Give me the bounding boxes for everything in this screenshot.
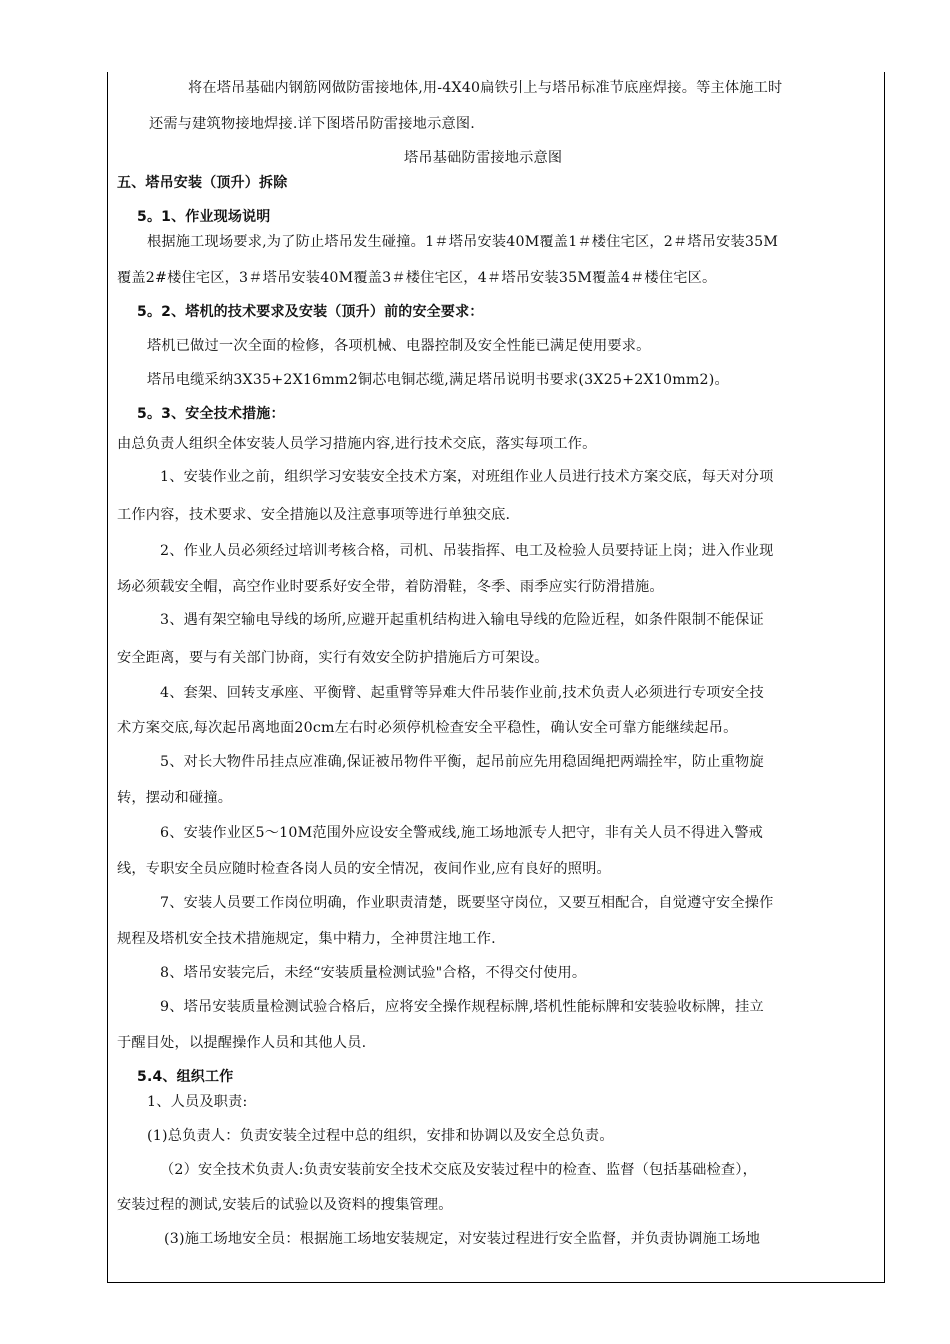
section-5-3-lead: 由总负责人组织全体安装人员学习措施内容,进行技术交底，落实每项工作。 — [117, 436, 597, 452]
intro-line-2: 还需与建筑物接地焊接.详下图塔吊防雷接地示意图. — [149, 116, 475, 132]
measure-4-line-1: 4、套架、回转支承座、平衡臂、起重臂等异难大件吊装作业前,技术负责人必须进行专项安全技 — [160, 685, 764, 701]
measure-8-line-1: 8、塔吊安装完后，未经“安装质量检测试验"合格，不得交付使用。 — [160, 965, 587, 981]
measure-6-line-2: 线，专职安全员应随时检查各岗人员的安全情况，夜间作业,应有良好的照明。 — [117, 861, 611, 877]
section-5-4-p2-line-2: 安装过程的测试,安装后的试验以及资料的搜集管理。 — [117, 1197, 453, 1213]
measure-9-line-2: 于醒目处，以提醒操作人员和其他人员. — [117, 1035, 367, 1051]
section-5-4-sub-1: 1、人员及职责: — [147, 1094, 248, 1110]
section-5-1-line-1: 根据施工现场要求,为了防止塔吊发生碰撞。1＃塔吊安装40M覆盖1＃楼住宅区，2＃塔吊安装35M — [147, 234, 779, 250]
section-5-2-line-1: 塔机已做过一次全面的检修，各项机械、电器控制及安全性能已满足使用要求。 — [147, 338, 651, 354]
measure-9-line-1: 9、塔吊安装质量检测试验合格后，应将安全操作规程标牌,塔机性能标牌和安装验收标牌，挂立 — [160, 999, 764, 1015]
measure-2-line-1: 2、作业人员必须经过培训考核合格，司机、吊装指挥、电工及检验人员要持证上岗；进入作业现 — [160, 543, 774, 559]
section-5-4-p3: (3)施工场地安全员：根据施工场地安装规定，对安装过程进行安全监督，并负责协调施工场地 — [164, 1231, 761, 1247]
section-5-4-p2-line-1: （2）安全技术负责人:负责安装前安全技术交底及安装过程中的检查、监督（包括基础检查）， — [160, 1162, 757, 1178]
measure-1-line-2: 工作内容，技术要求、安全措施以及注意事项等进行单独交底. — [117, 507, 511, 523]
section-5-4-title: 5.4、组织工作 — [137, 1069, 234, 1085]
measure-7-line-1: 7、安装人员要工作岗位明确，作业职责清楚，既要坚守岗位，又要互相配合，自觉遵守安全操作 — [160, 895, 774, 911]
measure-2-line-2: 场必须载安全帽，高空作业时要系好安全带，着防滑鞋，冬季、雨季应实行防滑措施。 — [117, 579, 664, 595]
measure-6-line-1: 6、安装作业区5～10M范围外应设安全警戒线,施工场地派专人把守，非有关人员不得进入警戒 — [160, 825, 764, 841]
section-5-3-title: 5。3、安全技术措施： — [137, 406, 285, 422]
figure-caption: 塔吊基础防雷接地示意图 — [404, 150, 563, 166]
measure-3-line-1: 3、遇有架空输电导线的场所,应避开起重机结构进入输电导线的危险近程，如条件限制不能保证 — [160, 612, 764, 628]
section-5-1-line-2: 覆盖2#楼住宅区，3＃塔吊安装40M覆盖3＃楼住宅区，4＃塔吊安装35M覆盖4＃楼住宅区。 — [117, 270, 717, 286]
measure-5-line-1: 5、对长大物件吊挂点应准确,保证被吊物件平衡，起吊前应先用稳固绳把两端拴牢，防止重物旋 — [160, 754, 764, 770]
measure-5-line-2: 转，摆动和碰撞。 — [117, 790, 233, 806]
measure-1-line-1: 1、安装作业之前，组织学习安装安全技术方案，对班组作业人员进行技术方案交底，每天对分项 — [160, 469, 774, 485]
measure-7-line-2: 规程及塔机安全技术措施规定，集中精力，全神贯注地工作. — [117, 931, 496, 947]
section-5-1-title: 5。1、作业现场说明 — [137, 209, 271, 225]
section-5-2-line-2: 塔吊电缆采纳3X35+2X16mm2铜芯电铜芯缆,满足塔吊说明书要求(3X25+2X10mm2)。 — [147, 372, 729, 388]
section-5-2-title: 5。2、塔机的技术要求及安装（顶升）前的安全要求： — [137, 304, 484, 320]
intro-line-1: 将在塔吊基础内钢筋网做防雷接地体,用-4X40扁铁引上与塔吊标准节底座焊接。等主体施工时 — [188, 80, 783, 96]
measure-4-line-2: 术方案交底,每次起吊离地面20cm左右时必须停机检查安全平稳性，确认安全可靠方能继续起吊。 — [117, 720, 738, 736]
section-5-title: 五、塔吊安装（顶升）拆除 — [117, 175, 288, 191]
section-5-4-p1: (1)总负责人：负责安装全过程中总的组织，安排和协调以及安全总负责。 — [147, 1128, 614, 1144]
measure-3-line-2: 安全距离，要与有关部门协商，实行有效安全防护措施后方可架设。 — [117, 650, 549, 666]
